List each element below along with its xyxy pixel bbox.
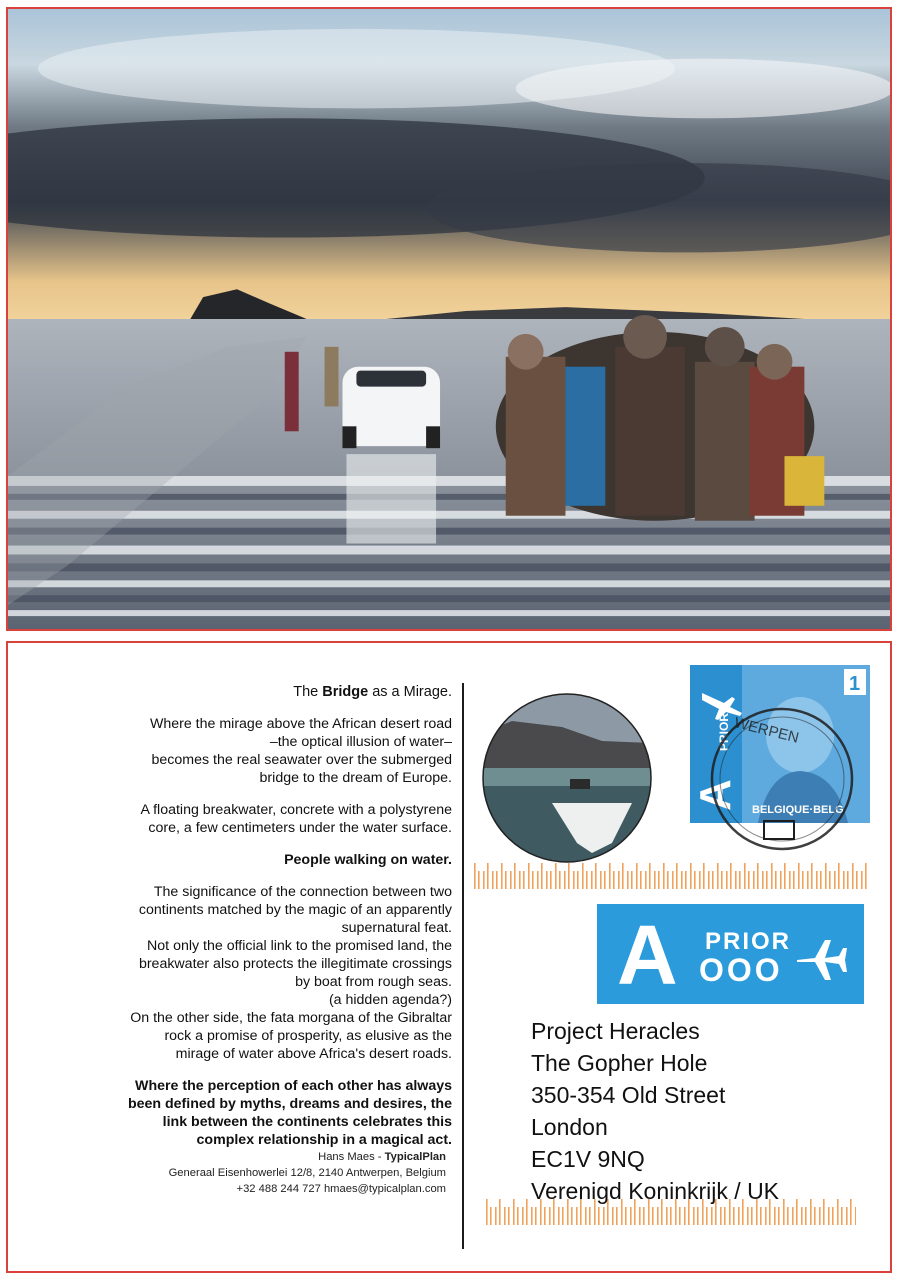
barcode-bar [852,863,854,889]
barcode-bar [828,1207,830,1225]
barcode-bar [850,1199,852,1225]
barcode-bar [751,1207,753,1225]
barcode-bar [652,1207,654,1225]
barcode-bar [679,1207,681,1225]
barcode-bar [537,871,539,889]
center-divider [462,683,464,1249]
barcode-bar [721,871,723,889]
barcode-bar [544,1207,546,1225]
barcode-bar [744,863,746,889]
barcode-bar [616,1207,618,1225]
postage-stamp [688,663,872,825]
barcode-bar [829,871,831,889]
barcode-bar [814,1207,816,1225]
barcode-bar [778,1207,780,1225]
barcode-bar [735,871,737,889]
barcode-bar [861,871,863,889]
barcode-bar [802,871,804,889]
barcode-bar [613,871,615,889]
postcard-back [6,641,892,1273]
car [342,367,440,544]
barcode-bar [739,871,741,889]
barcode-bar [492,871,494,889]
barcode-bar [519,871,521,889]
recipient-line: EC1V 9NQ [531,1146,645,1172]
barcode-bar [819,1207,821,1225]
barcode-bar [625,1207,627,1225]
svg-text:1: 1 [849,673,861,695]
barcode-bar [760,1207,762,1225]
sender-contact: +32 488 244 727 hmaes@typicalplan.com [236,1183,446,1195]
barcode-bar [513,1199,515,1225]
barcode-bar [765,1207,767,1225]
barcode-bar [693,1207,695,1225]
barcode-bar [643,1207,645,1225]
barcode-bar [753,871,755,889]
barcode-bar [810,1199,812,1225]
barcode-bar [690,863,692,889]
paragraph-1: Where the mirage above the African desert road –the optical illusion of water– becomes the real seawater over the submerged bridge to the dream of Europe. [149,716,452,786]
barcode-bar [585,1207,587,1225]
barcode-bar [645,871,647,889]
barcode-bar [801,1207,803,1225]
prior-word: PRIOR [705,928,792,955]
barcode-bar [582,863,584,889]
barcode-bar [711,1207,713,1225]
barcode-bar [708,871,710,889]
barcode-bar [504,1207,506,1225]
barcode-bar [843,871,845,889]
barcode-bar [816,871,818,889]
barcode-bar [612,1207,614,1225]
barcode-bar [856,871,858,889]
barcode-bar [724,1207,726,1225]
barcode-bar [841,1207,843,1225]
sender-info [68,1149,446,1197]
barcode-bar [586,871,588,889]
svg-text:A: A [691,779,740,811]
barcode-bar [699,871,701,889]
circular-bridge-image [482,693,652,863]
barcode-bar [738,1207,740,1225]
barcode-bar [558,1207,560,1225]
heading-people-walking: People walking on water. [284,852,452,868]
svg-text:WERPEN: WERPEN [732,714,801,747]
barcode-bar [546,871,548,889]
photo-illustration [8,9,890,629]
barcode-bar [549,1207,551,1225]
barcode-bar [823,1199,825,1225]
barcode-bar [670,1207,672,1225]
recipient-address [531,1015,779,1207]
barcode-bar [595,863,597,889]
barcode-bar [571,1207,573,1225]
barcode-bar [676,863,678,889]
recipient-line: Verenigd Koninkrijk / UK [531,1178,780,1204]
barcode-bar [630,1207,632,1225]
barcode-bar [639,1207,641,1225]
paragraph-2: A floating breakwater, concrete with a polystyrene core, a few centimeters under the water surface. [140,802,452,836]
barcode-bar [478,871,480,889]
barcode-bar [562,1207,564,1225]
barcode-bar [834,871,836,889]
airplane-icon [795,936,847,980]
barcode-bar [514,863,516,889]
barcode-bar [522,1207,524,1225]
barcode-bar [703,863,705,889]
barcode-bar [508,1207,510,1225]
barcode-bar [855,1207,856,1225]
barcode-bar [576,1207,578,1225]
barcode-bar [846,1207,848,1225]
barcode-bar [609,863,611,889]
barcode-bar [510,871,512,889]
barcode-bar [747,1207,749,1225]
barcode-bar [603,1207,605,1225]
barcode-bar [784,863,786,889]
barcode-bar [837,1199,839,1225]
barcode-bar [526,1199,528,1225]
barcode-bar [631,871,633,889]
barcode-bar [748,871,750,889]
prior-airmail-label [597,904,864,1004]
svg-text:BELGIQUE·BELG: BELGIQUE·BELG [752,804,844,816]
cloud [516,59,890,119]
barcode-bar [523,871,525,889]
barcode-bar [825,863,827,889]
barcode-bar [517,1207,519,1225]
barcode-bar [774,1207,776,1225]
barcode-bar [733,1207,735,1225]
barcode-bar [486,1199,488,1225]
barcode-bar [766,871,768,889]
barcode-bar [667,871,669,889]
barcode-bar [681,871,683,889]
barcode-bar [474,863,476,889]
barcode-bar [663,863,665,889]
barcode-bar [654,871,656,889]
barcode-bar [598,1207,600,1225]
barcode-bar [789,871,791,889]
barcode-bar [694,871,696,889]
barcode-bar [672,871,674,889]
svg-text:PRIOR: PRIOR [717,712,731,751]
recipient-line: The Gopher Hole [531,1050,708,1076]
barcode-bar [706,1207,708,1225]
barcode-bar [501,863,503,889]
barcode-bar [618,871,620,889]
barcode-bar [622,863,624,889]
barcode-bar [487,863,489,889]
barcode-bar [564,871,566,889]
barcode-bar [820,871,822,889]
barcode-bar [762,871,764,889]
paragraph-3: The significance of the connection between two continents matched by the magic of an apparently supernatural feat. Not only the official link to the promised land, the breakwater also protects the illegitimate crossings by boat from rough seas. (a hidden agenda?) On the other side, the fata morgana of the Gibraltar rock a promise of prosperity, as elusive as the mirage of water above Africa's desert roads. [130,884,452,1062]
barcode-bar [658,871,660,889]
barcode-bar [541,863,543,889]
barcode-bar [865,863,867,889]
prior-code: OOO [699,952,783,988]
barcode-bar [589,1207,591,1225]
barcode-bar [640,871,642,889]
recipient-line: 350-354 Old Street [531,1082,726,1108]
message-column [38,683,452,1149]
barcode-bar [535,1207,537,1225]
barcode-bar [787,1207,789,1225]
barcode-bar [531,1207,533,1225]
postcard-front-photo [6,7,892,631]
barcode-bar [811,863,813,889]
barcode-bar [783,1199,785,1225]
barcode-bar [550,871,552,889]
barcode-bar [838,863,840,889]
barcode-bar [780,871,782,889]
barcode-top [474,863,870,889]
barcode-bar [499,1199,501,1225]
barcode-bar [532,871,534,889]
barcode-bar [636,863,638,889]
barcode-bar [720,1207,722,1225]
barcode-bar [685,871,687,889]
barcode-bar [697,1207,699,1225]
barcode-bar [796,1199,798,1225]
recipient-line: London [531,1114,608,1140]
barcode-bar [726,871,728,889]
barcode-bar [730,863,732,889]
barcode-bar [798,863,800,889]
barcode-bar [528,863,530,889]
barcode-bar [712,871,714,889]
barcode-bar [832,1207,834,1225]
barcode-bar [604,871,606,889]
barcode-bar [684,1207,686,1225]
barcode-bar [495,1207,497,1225]
barcode-bar [792,1207,794,1225]
barcode-bar [771,863,773,889]
barcode-bar [757,863,759,889]
card-title: The Bridge as a Mirage. [293,684,452,700]
prior-letter: A [617,908,678,1002]
barcode-bar [483,871,485,889]
barcode-bar [657,1207,659,1225]
barcode-bar [591,871,593,889]
barcode-bar [496,871,498,889]
sender-name: Hans Maes - TypicalPlan [318,1151,446,1163]
sender-address: Generaal Eisenhowerlei 12/8, 2140 Antwerpen, Belgium [168,1167,446,1179]
barcode-bar [807,871,809,889]
barcode-bar [666,1207,668,1225]
barcode-bar [573,871,575,889]
recipient-line: Project Heracles [531,1018,700,1044]
barcode-bar [627,871,629,889]
barcode-bar [649,863,651,889]
barcode-bar [555,863,557,889]
barcode-bar [600,871,602,889]
barcode-bar [775,871,777,889]
barcode-bar [717,863,719,889]
barcode-bar [559,871,561,889]
barcode-bar [568,863,570,889]
barcode-bar [847,871,849,889]
barcode-bar [505,871,507,889]
barcode-bar [577,871,579,889]
barcode-bar [490,1207,492,1225]
barcode-bar [805,1207,807,1225]
barcode-bar [793,871,795,889]
closing-paragraph: Where the perception of each other has always been defined by myths, dreams and desires, the link between the continents celebrates this complex relationship in a magical act. [127,1078,452,1148]
